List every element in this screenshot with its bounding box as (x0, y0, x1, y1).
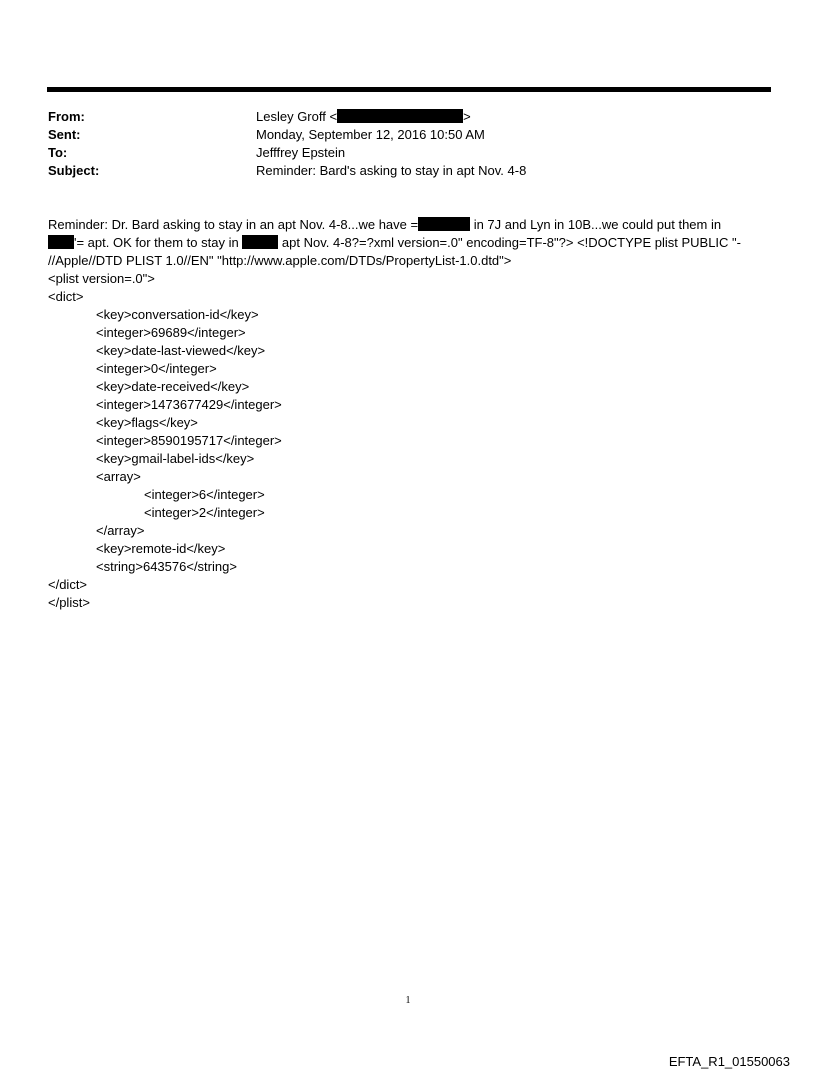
code-line: <key>date-last-viewed</key> (96, 343, 266, 358)
code-line: <key>gmail-label-ids</key> (96, 451, 255, 466)
redaction-block (242, 235, 278, 249)
to-value: Jefffrey Epstein (256, 145, 346, 160)
redaction-block (337, 109, 463, 123)
sent-value: Monday, September 12, 2016 10:50 AM (256, 127, 485, 142)
code-line: <key>remote-id</key> (96, 541, 226, 556)
code-line: <integer>2</integer> (144, 505, 265, 520)
code-line: </array> (96, 523, 145, 538)
to-label: To: (48, 145, 68, 160)
page-number: 1 (405, 995, 411, 1006)
from-close: > (463, 109, 471, 124)
code-line: <integer>1473677429</integer> (96, 397, 282, 412)
code-line: <key>conversation-id</key> (96, 307, 259, 322)
from-value (256, 108, 471, 126)
email-body (48, 216, 778, 612)
code-line: <plist version=.0"> (48, 271, 155, 286)
header-rule (47, 87, 771, 92)
code-line: </dict> (48, 577, 88, 592)
subject-label: Subject: (48, 163, 100, 178)
code-line: <string>643576</string> (96, 559, 237, 574)
code-line: <key>date-received</key> (96, 379, 250, 394)
code-line: <dict> (48, 289, 84, 304)
document-id: EFTA_R1_01550063 (668, 1054, 790, 1069)
body-text: in 7J and Lyn in 10B...we could put them in (470, 217, 722, 232)
from-label: From: (48, 109, 85, 124)
redaction-block (418, 217, 470, 231)
code-line: <integer>0</integer> (96, 361, 217, 376)
from-name: Lesley Groff < (256, 109, 338, 124)
code-line: </plist> (48, 595, 90, 610)
body-line: //Apple//DTD PLIST 1.0//EN" "http://www.apple.com/DTDs/PropertyList-1.0.dtd"> (48, 253, 512, 268)
code-line: <integer>69689</integer> (96, 325, 246, 340)
redaction-block (48, 235, 74, 249)
code-line: <key>flags</key> (96, 415, 198, 430)
body-line (48, 234, 778, 252)
code-line: <integer>8590195717</integer> (96, 433, 282, 448)
code-line: <array> (96, 469, 141, 484)
subject-value: Reminder: Bard's asking to stay in apt Nov. 4-8 (256, 163, 527, 178)
body-line (48, 216, 778, 234)
code-line: <integer>6</integer> (144, 487, 265, 502)
body-text: Reminder: Dr. Bard asking to stay in an apt Nov. 4-8...we have = (48, 217, 419, 232)
sent-label: Sent: (48, 127, 81, 142)
body-text: '= apt. OK for them to stay in (74, 235, 243, 250)
body-text: apt Nov. 4-8?=?xml version=.0" encoding=TF-8"?> <!DOCTYPE plist PUBLIC "- (278, 235, 741, 250)
